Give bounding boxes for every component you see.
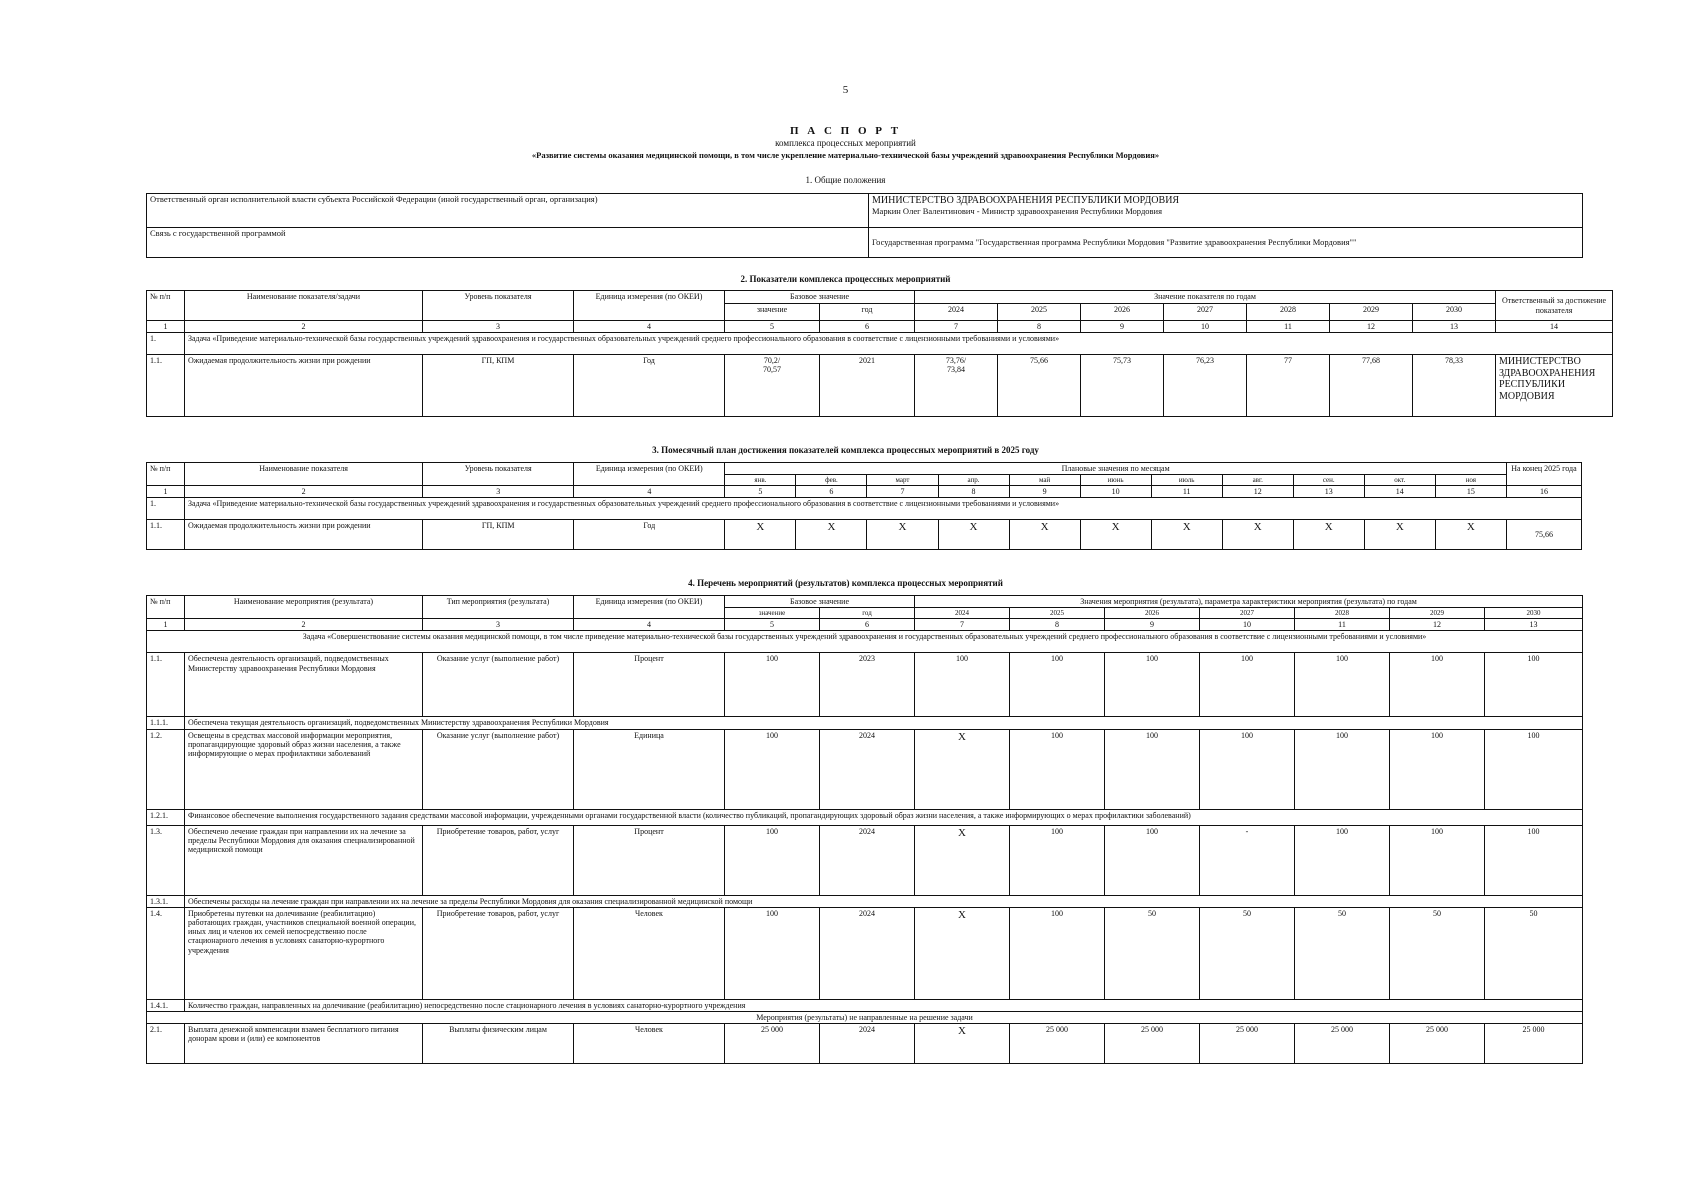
row-num: 1.4. bbox=[147, 907, 185, 999]
section2-heading: 2. Показатели комплекса процессных мероприятий bbox=[740, 274, 951, 284]
h-unit: Единица измерения (по ОКЕИ) bbox=[574, 463, 725, 486]
row-unit: Процент bbox=[574, 653, 725, 717]
row-unit: Человек bbox=[574, 907, 725, 999]
task-num: 1. bbox=[147, 333, 185, 355]
task-text: Задача «Приведение материально-технической базы государственных учреждений здравоохранения и государственных образовательных учреждений среднего профессионального образования в соответствие с лицензионными требованиями и условиями» bbox=[185, 498, 1582, 520]
h-level: Уровень показателя bbox=[423, 291, 574, 321]
month-mark: X bbox=[1435, 520, 1506, 550]
section3-heading: 3. Помесячный план достижения показателей комплекса процессных мероприятий в 2025 году bbox=[652, 445, 1039, 455]
value-cell: 75,73 bbox=[1081, 355, 1164, 417]
year-cell: 2028 bbox=[1295, 608, 1390, 619]
row-num: 2.1. bbox=[147, 1024, 185, 1064]
h-unit: Единица измерения (по ОКЕИ) bbox=[574, 596, 725, 619]
month-mark: X bbox=[1364, 520, 1435, 550]
col-num: 8 bbox=[1010, 619, 1105, 631]
responsible-person: Маркин Олег Валентинович - Министр здравоохранения Республики Мордовия bbox=[872, 205, 1162, 216]
h-name: Наименование мероприятия (результата) bbox=[185, 596, 423, 619]
col-num: 2 bbox=[185, 486, 423, 498]
col-num: 4 bbox=[574, 321, 725, 333]
value-cell: 50 bbox=[1485, 907, 1583, 999]
month-mark: X bbox=[796, 520, 867, 550]
row-type: Оказание услуг (выполнение работ) bbox=[423, 653, 574, 717]
value-cell: 100 bbox=[1105, 653, 1200, 717]
month-mark: X bbox=[867, 520, 938, 550]
row-base-year: 2024 bbox=[820, 729, 915, 809]
value-cell: 76,23 bbox=[1164, 355, 1247, 417]
value-cell: 100 bbox=[1485, 653, 1583, 717]
col-num: 14 bbox=[1364, 486, 1435, 498]
h-base-value: значение bbox=[725, 304, 820, 321]
monthly-plan-table bbox=[146, 462, 1582, 550]
row-resp: МИНИСТЕРСТВО ЗДРАВООХРАНЕНИЯ РЕСПУБЛИКИ МОРДОВИЯ bbox=[1496, 355, 1613, 417]
h-num: № п/п bbox=[147, 596, 185, 619]
document-name: «Развитие системы оказания медицинской помощи, в том числе укрепление материально-технической базы учреждений здравоохранения Республики Мордовия» bbox=[531, 150, 1160, 160]
row-base-value: 100 bbox=[725, 907, 820, 999]
value-2024-1: 73,76/ bbox=[945, 356, 967, 366]
row-base-year: 2024 bbox=[820, 1024, 915, 1064]
year-cell: 2024 bbox=[915, 608, 1010, 619]
col-num: 7 bbox=[867, 486, 938, 498]
value-cell: - bbox=[1200, 825, 1295, 895]
task-text: Задача «Совершенствование системы оказания медицинской помощи, в том числе приведение материально-технической базы государственных учреждений здравоохранения и государственных образовательных учреждений среднего профессионального образования в соответствие с лицензионными требованиями и условиями» bbox=[147, 631, 1583, 653]
row-level: ГП, КПМ bbox=[423, 520, 574, 550]
col-num: 1 bbox=[147, 486, 185, 498]
value-cell: 100 bbox=[1105, 825, 1200, 895]
col-num: 11 bbox=[1247, 321, 1330, 333]
h-plan: Плановые значения по месяцам bbox=[725, 463, 1507, 475]
section4-heading: 4. Перечень мероприятий (результатов) комплекса процессных мероприятий bbox=[688, 578, 1003, 588]
value-2024-2: 73,84 bbox=[947, 365, 965, 375]
row-unit: Год bbox=[574, 355, 725, 417]
responsible-value bbox=[869, 194, 1583, 228]
row-base-year: 2024 bbox=[820, 825, 915, 895]
value-cell: 77,68 bbox=[1330, 355, 1413, 417]
value-cell: 100 bbox=[1010, 653, 1105, 717]
h-end: На конец 2025 года bbox=[1506, 463, 1581, 486]
row-end-value: 75,66 bbox=[1506, 520, 1581, 550]
year-cell: 2029 bbox=[1330, 304, 1413, 321]
year-cell: 2026 bbox=[1105, 608, 1200, 619]
col-num: 13 bbox=[1413, 321, 1496, 333]
row-type: Приобретение товаров, работ, услуг bbox=[423, 825, 574, 895]
col-num: 11 bbox=[1151, 486, 1222, 498]
row-base-value: 100 bbox=[725, 825, 820, 895]
row-name: Освещены в средствах массовой информации мероприятия, пропагандирующие здоровый образ жизни населения, а также информирующие о мерах профилактики заболеваний bbox=[185, 729, 423, 809]
base-value-2: 70,57 bbox=[763, 365, 781, 375]
month-cell: апр. bbox=[938, 475, 1009, 486]
row-base-year: 2024 bbox=[820, 907, 915, 999]
h-base: Базовое значение bbox=[725, 596, 915, 608]
col-num: 3 bbox=[423, 486, 574, 498]
h-unit: Единица измерения (по ОКЕИ) bbox=[574, 291, 725, 321]
row-name: Ожидаемая продолжительность жизни при рождении bbox=[185, 355, 423, 417]
row-name: Обеспечена деятельность организаций, подведомственных Министерству здравоохранения Республики Мордовия bbox=[185, 653, 423, 717]
value-cell: X bbox=[915, 825, 1010, 895]
value-cell: 100 bbox=[1485, 825, 1583, 895]
h-base: Базовое значение bbox=[725, 291, 915, 304]
value-cell: 100 bbox=[1010, 907, 1105, 999]
value-cell: 75,66 bbox=[998, 355, 1081, 417]
value-cell: 50 bbox=[1390, 907, 1485, 999]
row-unit: Год bbox=[574, 520, 725, 550]
col-num: 2 bbox=[185, 619, 423, 631]
value-cell: 77 bbox=[1247, 355, 1330, 417]
value-cell: 100 bbox=[915, 653, 1010, 717]
h-name: Наименование показателя/задачи bbox=[185, 291, 423, 321]
task-text: Задача «Приведение материально-технической базы государственных учреждений здравоохранения и государственных образовательных учреждений среднего профессионального образования в соответствие с лицензионными требованиями и условиями» bbox=[185, 333, 1613, 355]
value-cell: 100 bbox=[1390, 825, 1485, 895]
indicators-table bbox=[146, 290, 1613, 417]
month-cell: июль bbox=[1151, 475, 1222, 486]
responsible-org: МИНИСТЕРСТВО ЗДРАВООХРАНЕНИЯ РЕСПУБЛИКИ МОРДОВИЯ bbox=[872, 195, 1180, 206]
col-num: 6 bbox=[796, 486, 867, 498]
month-cell: окт. bbox=[1364, 475, 1435, 486]
program-link-label: Связь с государственной программой bbox=[147, 228, 869, 258]
row-num: 1.1. bbox=[147, 653, 185, 717]
document-title: П А С П О Р Т bbox=[789, 125, 902, 137]
value-cell: 100 bbox=[1485, 729, 1583, 809]
col-num: 15 bbox=[1435, 486, 1506, 498]
value-cell: 100 bbox=[1200, 729, 1295, 809]
row-base-value: 100 bbox=[725, 729, 820, 809]
year-cell: 2028 bbox=[1247, 304, 1330, 321]
value-cell: 100 bbox=[1390, 653, 1485, 717]
col-num: 10 bbox=[1164, 321, 1247, 333]
col-num: 1 bbox=[147, 321, 185, 333]
col-num: 13 bbox=[1293, 486, 1364, 498]
year-cell: 2027 bbox=[1164, 304, 1247, 321]
month-mark: X bbox=[1080, 520, 1151, 550]
value-cell: 100 bbox=[1200, 653, 1295, 717]
row-num: 1.1. bbox=[147, 520, 185, 550]
value-cell: 78,33 bbox=[1413, 355, 1496, 417]
col-num: 6 bbox=[820, 321, 915, 333]
document-subtitle: комплекса процессных мероприятий bbox=[775, 138, 916, 148]
row-num: 1.1. bbox=[147, 355, 185, 417]
month-mark: X bbox=[1009, 520, 1080, 550]
value-cell bbox=[915, 355, 998, 417]
h-level: Уровень показателя bbox=[423, 463, 574, 486]
row-type: Выплаты физическим лицам bbox=[423, 1024, 574, 1064]
col-num: 12 bbox=[1222, 486, 1293, 498]
month-mark: X bbox=[1293, 520, 1364, 550]
col-num: 3 bbox=[423, 321, 574, 333]
year-cell: 2030 bbox=[1485, 608, 1583, 619]
row-unit: Процент bbox=[574, 825, 725, 895]
month-cell: янв. bbox=[725, 475, 796, 486]
task-num: 1. bbox=[147, 498, 185, 520]
value-cell: 50 bbox=[1105, 907, 1200, 999]
activities-table bbox=[146, 595, 1583, 1064]
page-number: 5 bbox=[842, 84, 849, 96]
row-base-year: 2023 bbox=[820, 653, 915, 717]
sub-num: 1.1.1. bbox=[147, 717, 185, 729]
row-level: ГП, КПМ bbox=[423, 355, 574, 417]
sub-num: 1.2.1. bbox=[147, 809, 185, 825]
col-num: 4 bbox=[574, 486, 725, 498]
sub-text: Количество граждан, направленных на долечивание (реабилитацию) непосредственно после стационарного лечения в условиях санаторно-курортного учреждения bbox=[185, 999, 1583, 1011]
row-base-year: 2021 bbox=[820, 355, 915, 417]
month-mark: X bbox=[1222, 520, 1293, 550]
value-cell: 25 000 bbox=[1010, 1024, 1105, 1064]
h-num: № п/п bbox=[147, 463, 185, 486]
value-cell: 100 bbox=[1295, 653, 1390, 717]
row-base-value: 100 bbox=[725, 653, 820, 717]
year-cell: 2025 bbox=[1010, 608, 1105, 619]
col-num: 11 bbox=[1295, 619, 1390, 631]
base-value-1: 70,2/ bbox=[763, 356, 781, 366]
general-table bbox=[146, 193, 1583, 258]
value-cell: 25 000 bbox=[1485, 1024, 1583, 1064]
value-cell: 100 bbox=[1010, 825, 1105, 895]
value-cell: 25 000 bbox=[1295, 1024, 1390, 1064]
col-num: 12 bbox=[1330, 321, 1413, 333]
col-num: 7 bbox=[915, 321, 998, 333]
h-name: Наименование показателя bbox=[185, 463, 423, 486]
year-cell: 2025 bbox=[998, 304, 1081, 321]
row-name: Выплата денежной компенсации взамен бесплатного питания донорам крови и (или) ее компонентов bbox=[185, 1024, 423, 1064]
h-values: Значение показателя по годам bbox=[915, 291, 1496, 304]
month-cell: фев. bbox=[796, 475, 867, 486]
col-num: 9 bbox=[1105, 619, 1200, 631]
month-cell: сен. bbox=[1293, 475, 1364, 486]
row-unit: Человек bbox=[574, 1024, 725, 1064]
col-num: 10 bbox=[1080, 486, 1151, 498]
row-base-value bbox=[725, 355, 820, 417]
year-cell: 2030 bbox=[1413, 304, 1496, 321]
col-num: 16 bbox=[1506, 486, 1581, 498]
value-cell: X bbox=[915, 1024, 1010, 1064]
row-name: Приобретены путевки на долечивание (реабилитацию) работающих граждан, участников специальной военной операции, иных лиц и членов их семей непосредственно после стационарного лечения в условиях санаторно-курортного учреждения bbox=[185, 907, 423, 999]
h-base-year: год bbox=[820, 304, 915, 321]
year-cell: 2027 bbox=[1200, 608, 1295, 619]
value-cell: X bbox=[915, 729, 1010, 809]
col-num: 2 bbox=[185, 321, 423, 333]
month-cell: март bbox=[867, 475, 938, 486]
col-num: 10 bbox=[1200, 619, 1295, 631]
value-cell: 50 bbox=[1295, 907, 1390, 999]
col-num: 5 bbox=[725, 321, 820, 333]
row-unit: Единица bbox=[574, 729, 725, 809]
year-cell: 2029 bbox=[1390, 608, 1485, 619]
value-cell: 100 bbox=[1390, 729, 1485, 809]
month-cell: июнь bbox=[1080, 475, 1151, 486]
col-num: 1 bbox=[147, 619, 185, 631]
value-cell: X bbox=[915, 907, 1010, 999]
value-cell: 25 000 bbox=[1105, 1024, 1200, 1064]
sub-num: 1.4.1. bbox=[147, 999, 185, 1011]
col-num: 8 bbox=[998, 321, 1081, 333]
col-num: 5 bbox=[725, 486, 796, 498]
value-cell: 25 000 bbox=[1200, 1024, 1295, 1064]
month-mark: X bbox=[1151, 520, 1222, 550]
row-base-value: 25 000 bbox=[725, 1024, 820, 1064]
h-base-value: значение bbox=[725, 608, 820, 619]
year-cell: 2026 bbox=[1081, 304, 1164, 321]
row-name: Ожидаемая продолжительность жизни при рождении bbox=[185, 520, 423, 550]
row-num: 1.2. bbox=[147, 729, 185, 809]
month-cell: авг. bbox=[1222, 475, 1293, 486]
col-num: 8 bbox=[938, 486, 1009, 498]
row-name: Обеспечено лечение граждан при направлении их на лечение за пределы Республики Мордовия для оказания специализированной медицинской помощи bbox=[185, 825, 423, 895]
col-num: 13 bbox=[1485, 619, 1583, 631]
value-cell: 25 000 bbox=[1390, 1024, 1485, 1064]
value-cell: 100 bbox=[1010, 729, 1105, 809]
h-base-year: год bbox=[820, 608, 915, 619]
month-mark: X bbox=[725, 520, 796, 550]
value-cell: 100 bbox=[1295, 825, 1390, 895]
sub-text: Обеспечена текущая деятельность организаций, подведомственных Министерству здравоохранения Республики Мордовия bbox=[185, 717, 1583, 729]
h-values: Значения мероприятия (результата), параметра характеристики мероприятия (результата) по годам bbox=[915, 596, 1583, 608]
month-cell: ноя bbox=[1435, 475, 1506, 486]
sub-text: Обеспечены расходы на лечение граждан при направлении их на лечение за пределы Республики Мордовия для оказания специализированной медицинской помощи bbox=[185, 895, 1583, 907]
col-num: 6 bbox=[820, 619, 915, 631]
year-cell: 2024 bbox=[915, 304, 998, 321]
separator-row: Мероприятия (результаты) не направленные на решение задачи bbox=[147, 1011, 1583, 1023]
h-resp: Ответственный за достижение показателя bbox=[1496, 291, 1613, 321]
row-num: 1.3. bbox=[147, 825, 185, 895]
col-num: 12 bbox=[1390, 619, 1485, 631]
sub-num: 1.3.1. bbox=[147, 895, 185, 907]
responsible-label: Ответственный орган исполнительной власти субъекта Российской Федерации (иной государственный орган, организация) bbox=[147, 194, 869, 228]
row-type: Приобретение товаров, работ, услуг bbox=[423, 907, 574, 999]
sub-text: Финансовое обеспечение выполнения государственного задания средствами массовой информации, учрежденными органами государственной власти (количество публикаций, пропагандирующих здоровый образ жизни населения, а также информирующих о мерах профилактики заболеваний) bbox=[185, 809, 1583, 825]
col-num: 3 bbox=[423, 619, 574, 631]
h-num: № п/п bbox=[147, 291, 185, 321]
col-num: 4 bbox=[574, 619, 725, 631]
h-type: Тип мероприятия (результата) bbox=[423, 596, 574, 619]
col-num: 5 bbox=[725, 619, 820, 631]
value-cell: 50 bbox=[1200, 907, 1295, 999]
program-link-value: Государственная программа "Государственная программа Республики Мордовия "Развитие здравоохранения Республики Мордовия"" bbox=[869, 228, 1583, 258]
col-num: 9 bbox=[1081, 321, 1164, 333]
row-type: Оказание услуг (выполнение работ) bbox=[423, 729, 574, 809]
section1-heading: 1. Общие положения bbox=[805, 175, 886, 185]
value-cell: 100 bbox=[1295, 729, 1390, 809]
month-cell: май bbox=[1009, 475, 1080, 486]
col-num: 7 bbox=[915, 619, 1010, 631]
value-cell: 100 bbox=[1105, 729, 1200, 809]
col-num: 14 bbox=[1496, 321, 1613, 333]
col-num: 9 bbox=[1009, 486, 1080, 498]
month-mark: X bbox=[938, 520, 1009, 550]
